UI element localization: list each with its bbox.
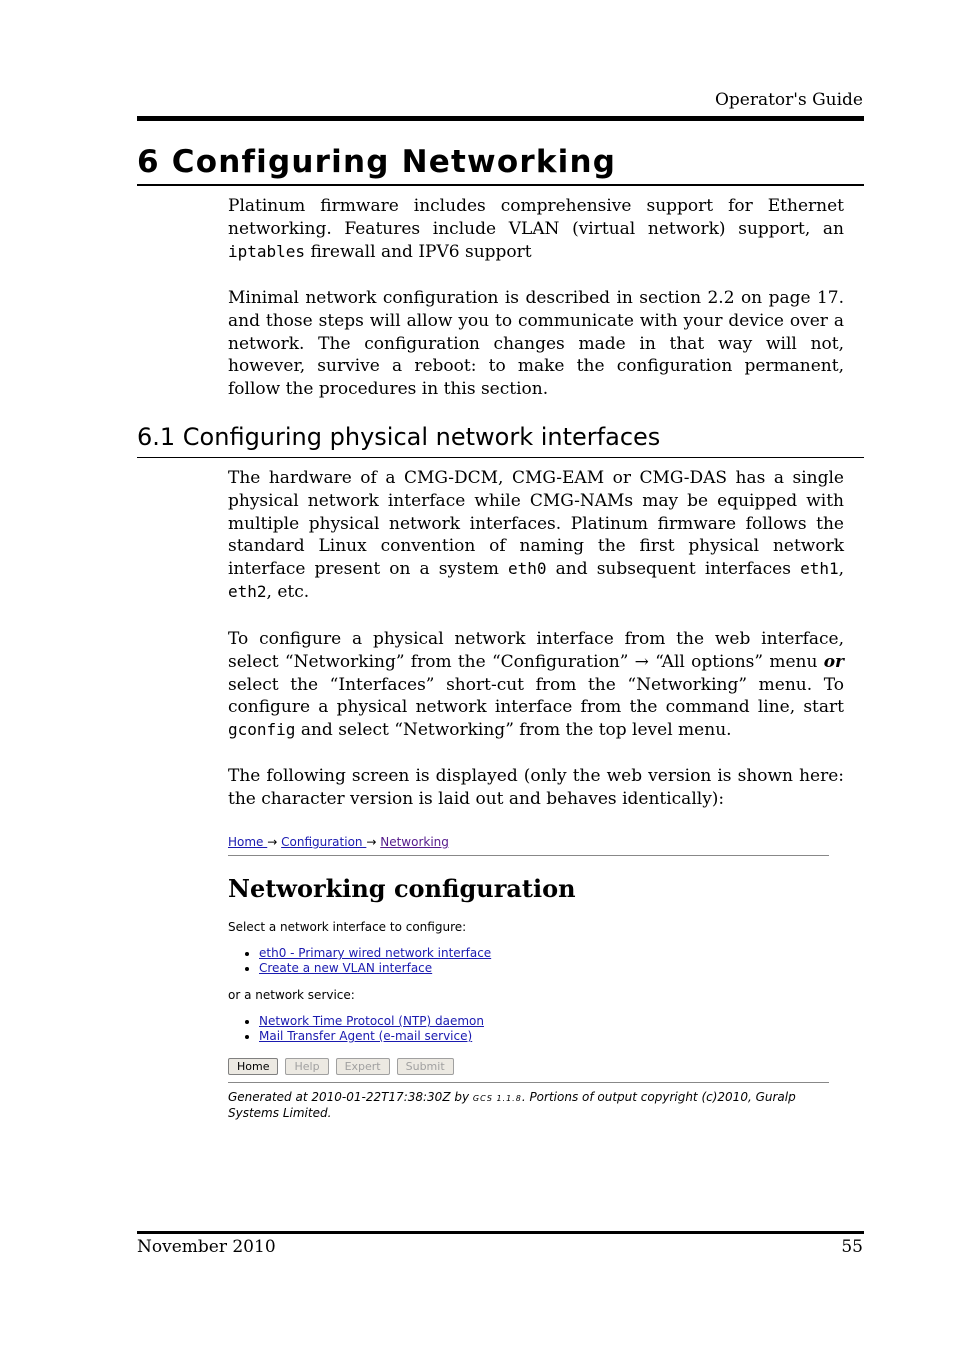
intro-p1-text-end: firewall and IPV6 support bbox=[305, 241, 532, 262]
create-vlan-link[interactable]: Create a new VLAN interface bbox=[259, 961, 433, 975]
subsection-title: 6.1 Configuring physical network interfaces bbox=[137, 423, 661, 451]
gcs-version: GCS 1.1.8 bbox=[472, 1094, 522, 1103]
mail-transfer-agent-link[interactable]: Mail Transfer Agent (e-mail service) bbox=[259, 1029, 473, 1043]
subsection-title-underline bbox=[137, 457, 864, 458]
cfg-text-2: select the “Interfaces” short-cut from the “Networking” menu. To configure a physical network interface from the command line, start bbox=[228, 674, 844, 718]
list-item bbox=[259, 946, 829, 961]
hw-text-4: , etc. bbox=[266, 581, 310, 602]
select-interface-label: Select a network interface to configure: bbox=[228, 920, 467, 934]
hw-text-1: The hardware of a CMG-DCM, CMG-EAM or CMG-DAS has a single physical network interface while CMG-NAMs may be equipped with multiple physical network interfaces. Platinum firmware follows the standard Linux convention of naming the first physical network interface present on a system bbox=[228, 468, 844, 580]
breadcrumb-home-link[interactable]: Home bbox=[228, 835, 268, 849]
network-service-label: or a network service: bbox=[228, 988, 355, 1002]
page-number: 55 bbox=[841, 1237, 863, 1257]
breadcrumb-separator: → bbox=[267, 835, 282, 849]
list-item bbox=[259, 961, 829, 976]
configure-paragraph bbox=[228, 628, 844, 742]
running-header: Operator's Guide bbox=[714, 90, 863, 110]
ntp-daemon-link[interactable]: Network Time Protocol (NTP) daemon bbox=[259, 1014, 484, 1028]
or-emphasis: or bbox=[823, 651, 844, 672]
generated-copyright: . Portions of output copyright (c)2010, Guralp Systems Limited. bbox=[228, 1090, 796, 1120]
intro-paragraph-2: Minimal network configuration is described in section 2.2 on page 17. and those steps will allow you to communicate with your device over a network. The configuration changes made in that way will not, however, survive a reboot: to make the configuration permanent, follow the procedures in this section. bbox=[228, 288, 844, 400]
footer-rule bbox=[137, 1231, 864, 1234]
gconfig-code: gconfig bbox=[228, 720, 296, 740]
screen-intro-paragraph: The following screen is displayed (only the web version is shown here: the character version is laid out and behaves identically): bbox=[228, 766, 844, 809]
screenshot-bottom-rule bbox=[228, 1082, 829, 1083]
screenshot-page-title: Networking configuration bbox=[228, 874, 576, 903]
hardware-paragraph bbox=[228, 467, 844, 604]
eth1-code: eth1 bbox=[800, 559, 839, 579]
eth2-code: eth2 bbox=[228, 581, 267, 601]
generated-footer bbox=[228, 1090, 829, 1121]
iptables-code: iptables bbox=[228, 241, 306, 261]
list-item bbox=[259, 1014, 829, 1029]
cfg-text-3: and select “Networking” from the top level menu. bbox=[295, 720, 732, 741]
interface-list bbox=[228, 946, 829, 976]
list-item bbox=[259, 1029, 829, 1044]
cfg-text-1: To configure a physical network interface from the web interface, select “Networking” from the “Configuration” → “All options” menu bbox=[228, 629, 844, 672]
breadcrumb-networking-link[interactable]: Networking bbox=[380, 835, 449, 849]
breadcrumb-separator: → bbox=[366, 835, 381, 849]
breadcrumb bbox=[228, 835, 829, 849]
service-list bbox=[228, 1014, 829, 1044]
button-row bbox=[228, 1058, 829, 1075]
eth0-code: eth0 bbox=[507, 559, 547, 579]
footer-date: November 2010 bbox=[137, 1237, 276, 1257]
help-button[interactable]: Help bbox=[285, 1058, 328, 1075]
home-button[interactable]: Home bbox=[228, 1058, 278, 1075]
chapter-title: 6 Configuring Networking bbox=[137, 144, 617, 180]
submit-button[interactable]: Submit bbox=[397, 1058, 454, 1075]
header-rule bbox=[137, 116, 864, 121]
breadcrumb-configuration-link[interactable]: Configuration bbox=[281, 835, 367, 849]
generated-text: Generated at 2010-01-22T17:38:30Z by bbox=[228, 1090, 473, 1104]
hw-text-3: , bbox=[838, 559, 845, 580]
chapter-title-underline bbox=[137, 184, 864, 186]
intro-paragraph-1 bbox=[228, 195, 844, 263]
eth0-link[interactable]: eth0 - Primary wired network interface bbox=[259, 946, 492, 960]
hw-text-2: and subsequent interfaces bbox=[546, 559, 801, 580]
screenshot-top-rule bbox=[228, 855, 829, 856]
intro-p1-text: Platinum firmware includes comprehensive support for Ethernet networking. Features include VLAN (virtual network) support, an bbox=[228, 196, 844, 239]
networking-config-screenshot bbox=[228, 835, 829, 1121]
expert-button[interactable]: Expert bbox=[336, 1058, 390, 1075]
